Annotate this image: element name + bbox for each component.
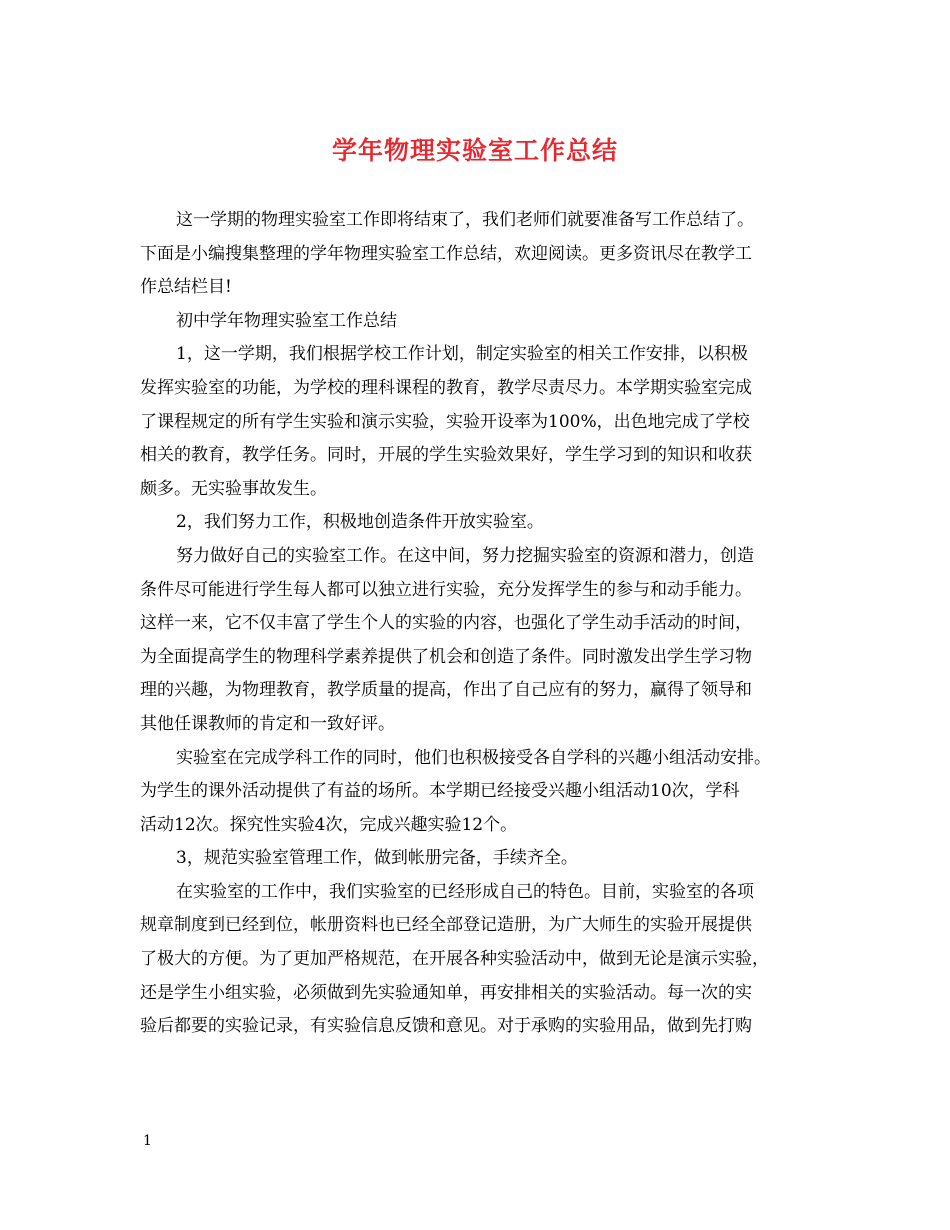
text-line: 2，我们努力工作，积极地创造条件开放实验室。 [176, 512, 544, 533]
text-line: 验后都要的实验记录，有实验信息反馈和意见。对于承购的实验用品，做到先打购 [140, 1016, 752, 1037]
text-line: 这样一来，它不仅丰富了学生个人的实验的内容，也强化了学生动手活动的时间， [140, 613, 752, 634]
text-line: 条件尽可能进行学生每人都可以独立进行实验，充分发挥学生的参与和动手能力。 [140, 579, 752, 600]
text-line: 其他任课教师的肯定和一致好评。 [140, 713, 395, 734]
text-line: 为学生的课外活动提供了有益的场所。本学期已经接受兴趣小组活动10次，学科 [140, 781, 740, 802]
text-line: 这一学期的物理实验室工作即将结束了，我们老师们就要准备写工作总结了。 [176, 210, 754, 230]
text-line: 为全面提高学生的物理科学素养提供了机会和创造了条件。同时激发出学生学习物 [140, 646, 752, 667]
text-line: 理的兴趣，为物理教育，教学质量的提高，作出了自己应有的努力，赢得了领导和 [140, 680, 752, 701]
document-body [140, 204, 830, 1044]
text-line: 颇多。无实验事故发生。 [140, 478, 327, 499]
text-line: 1，这一学期，我们根据学校工作计划，制定实验室的相关工作安排，以积极 [176, 344, 748, 365]
text-line: 3，规范实验室管理工作，做到帐册完备，手续齐全。 [176, 848, 578, 869]
text-line: 下面是小编搜集整理的学年物理实验室工作总结，欢迎阅读。更多资讯尽在教学工 [140, 243, 752, 264]
document-title: 学年物理实验室工作总结 [331, 136, 618, 165]
section-heading: 初中学年物理实验室工作总结 [176, 310, 397, 331]
text-line: 了课程规定的所有学生实验和演示实验，实验开设率为100%，出色地完成了学校 [140, 411, 750, 432]
text-line: 在实验室的工作中，我们实验室的已经形成自己的特色。目前，实验室的各项 [176, 881, 754, 902]
text-line: 了极大的方便。为了更加严格规范，在开展各种实验活动中，做到无论是演示实验， [140, 949, 769, 970]
text-line: 努力做好自己的实验室工作。在这中间，努力挖掘实验室的资源和潜力，创造 [176, 545, 754, 566]
text-line: 作总结栏目! [140, 277, 232, 298]
text-line: 还是学生小组实验，必须做到先实验通知单，再安排相关的实验活动。每一次的实 [140, 982, 752, 1003]
text-line: 实验室在完成学科工作的同时，他们也积极接受各自学科的兴趣小组活动安排。 [176, 747, 771, 768]
text-line: 规章制度到已经到位，帐册资料也已经全部登记造册，为广大师生的实验开展提供 [140, 915, 752, 936]
text-line: 发挥实验室的功能，为学校的理科课程的教育，教学尽责尽力。本学期实验室完成 [140, 377, 752, 398]
text-line: 相关的教育，教学任务。同时，开展的学生实验效果好，学生学习到的知识和收获 [140, 445, 752, 466]
text-line: 活动12次。探究性实验4次，完成兴趣实验12个。 [140, 814, 518, 835]
page-number: 1 [143, 1133, 152, 1149]
